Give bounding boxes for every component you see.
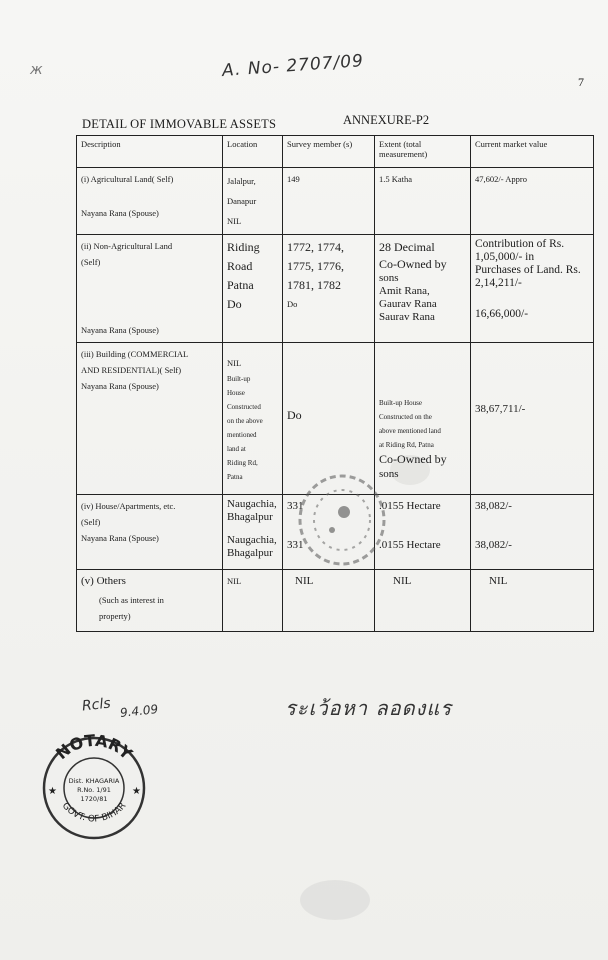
margin-mark: ж bbox=[30, 62, 43, 78]
row-extent: sons bbox=[379, 468, 399, 480]
annexure-label: ANNEXURE-P2 bbox=[343, 113, 430, 127]
row-extent: Gaurav Rana bbox=[379, 298, 437, 310]
row-survey: 1775, 1776, bbox=[287, 259, 344, 273]
table-row bbox=[77, 235, 594, 343]
row-extent: at Riding Rd, Patna bbox=[379, 441, 434, 449]
row-description: (Self) bbox=[81, 257, 101, 267]
row-description: (v) Others bbox=[81, 575, 126, 587]
row-description: (Such as interest in bbox=[99, 595, 164, 605]
row-extent: sons bbox=[379, 272, 399, 284]
row-location: land at bbox=[227, 445, 246, 453]
row-location: Bhagalpur bbox=[227, 511, 273, 523]
row-location: House bbox=[227, 389, 245, 397]
row-location: NIL bbox=[227, 358, 242, 368]
document-title: DETAIL OF IMMOVABLE ASSETS bbox=[82, 117, 277, 131]
svg-text:R.No. 1/91: R.No. 1/91 bbox=[77, 786, 111, 794]
table-row bbox=[77, 168, 594, 235]
notary-seal bbox=[38, 732, 150, 840]
row-description: (i) Agricultural Land( Self) bbox=[81, 174, 174, 184]
receipt-date: 9.4.09 bbox=[119, 702, 159, 720]
row-extent: .0155 Hectare bbox=[379, 500, 441, 512]
row-survey: Do bbox=[287, 408, 302, 422]
application-number: A. No- 2707/09 bbox=[221, 51, 365, 81]
row-location: Riding Rd, bbox=[227, 459, 258, 467]
row-value: 38,082/- bbox=[475, 500, 512, 512]
row-location: NIL bbox=[227, 576, 242, 586]
row-location: Patna bbox=[227, 473, 243, 481]
row-extent: 28 Decimal bbox=[379, 240, 435, 254]
row-value: NIL bbox=[489, 575, 508, 587]
row-spouse: Nayana Rana (Spouse) bbox=[81, 208, 159, 218]
faint-stamp-mark bbox=[282, 440, 402, 580]
row-extent: 1.5 Katha bbox=[379, 174, 413, 184]
row-spouse: Nayana Rana (Spouse) bbox=[81, 381, 159, 391]
paper-smudge bbox=[300, 880, 370, 920]
row-location: Do bbox=[227, 297, 242, 311]
row-location: Danapur bbox=[227, 196, 257, 206]
signature: ระเว้อหา ลอดงแร bbox=[285, 696, 452, 720]
row-survey: 1781, 1782 bbox=[287, 278, 341, 292]
row-location: Bhagalpur bbox=[227, 547, 273, 559]
row-survey: 331 bbox=[287, 500, 304, 512]
receipt-note: Rcls bbox=[81, 695, 112, 715]
row-extent: Constructed on the bbox=[379, 413, 432, 421]
row-value: Contribution of Rs. bbox=[475, 238, 565, 250]
row-value: 2,14,211/- bbox=[475, 277, 522, 289]
svg-text:GOVT. OF BIHAR: GOVT. OF BIHAR bbox=[59, 801, 129, 825]
row-description: property) bbox=[99, 611, 131, 621]
row-location: Built-up bbox=[227, 375, 251, 383]
column-header: Location bbox=[223, 136, 283, 168]
row-survey: 1772, 1774, bbox=[287, 240, 344, 254]
row-spouse: Nayana Rana (Spouse) bbox=[81, 533, 159, 543]
svg-text:NOTARY: NOTARY bbox=[52, 732, 136, 764]
column-header: Description bbox=[77, 136, 223, 168]
row-extent: NIL bbox=[393, 575, 412, 587]
table-header-row bbox=[77, 136, 594, 168]
svg-text:Dist. KHAGARIA: Dist. KHAGARIA bbox=[68, 777, 120, 785]
row-extent: Co-Owned by bbox=[379, 257, 447, 271]
row-value: 38,082/- bbox=[475, 539, 512, 551]
row-description: (Self) bbox=[81, 517, 101, 527]
row-description: (iv) House/Apartments, etc. bbox=[81, 501, 176, 511]
row-location: Patna bbox=[227, 278, 254, 292]
column-header: Current market value bbox=[471, 136, 594, 168]
row-extent: .0155 Hectare bbox=[379, 539, 441, 551]
row-survey: 149 bbox=[287, 174, 300, 184]
row-extent: Co-Owned by bbox=[379, 452, 447, 466]
row-spouse: Nayana Rana (Spouse) bbox=[81, 325, 159, 335]
row-description: AND RESIDENTIAL)( Self) bbox=[81, 365, 182, 375]
svg-text:1720/81: 1720/81 bbox=[80, 795, 108, 803]
row-description: (ii) Non-Agricultural Land bbox=[81, 241, 173, 251]
row-survey: Do bbox=[287, 299, 298, 309]
svg-text:★: ★ bbox=[132, 786, 141, 797]
column-header: Extent (total measurement) bbox=[375, 136, 471, 168]
row-location: mentioned bbox=[227, 431, 257, 439]
row-extent: above mentioned land bbox=[379, 427, 441, 435]
svg-text:★: ★ bbox=[48, 786, 57, 797]
column-header: Survey member (s) bbox=[283, 136, 375, 168]
row-location: Naugachia, bbox=[227, 534, 277, 546]
row-description: (iii) Building (COMMERCIAL bbox=[81, 349, 189, 359]
row-survey: 331 bbox=[287, 539, 304, 551]
page-number: 7 bbox=[578, 75, 584, 89]
row-location: Road bbox=[227, 259, 253, 273]
row-value: 47,602/- Appro bbox=[475, 174, 527, 184]
row-survey: NIL bbox=[295, 575, 314, 587]
row-value: Purchases of Land. Rs. bbox=[475, 264, 581, 276]
row-value: 38,67,711/- bbox=[475, 403, 526, 415]
row-extent: Built-up House bbox=[379, 399, 422, 407]
row-value: 16,66,000/- bbox=[475, 308, 529, 320]
row-location: Constructed bbox=[227, 403, 261, 411]
row-location: NIL bbox=[227, 216, 242, 226]
row-location: Naugachia, bbox=[227, 498, 277, 510]
row-value: 1,05,000/- in bbox=[475, 251, 535, 263]
row-location: Jalalpur, bbox=[227, 176, 256, 186]
row-extent: Amit Rana, bbox=[379, 285, 430, 297]
row-location: on the above bbox=[227, 417, 263, 425]
row-location: Riding bbox=[227, 240, 260, 254]
row-extent: Saurav Rana bbox=[379, 311, 435, 323]
